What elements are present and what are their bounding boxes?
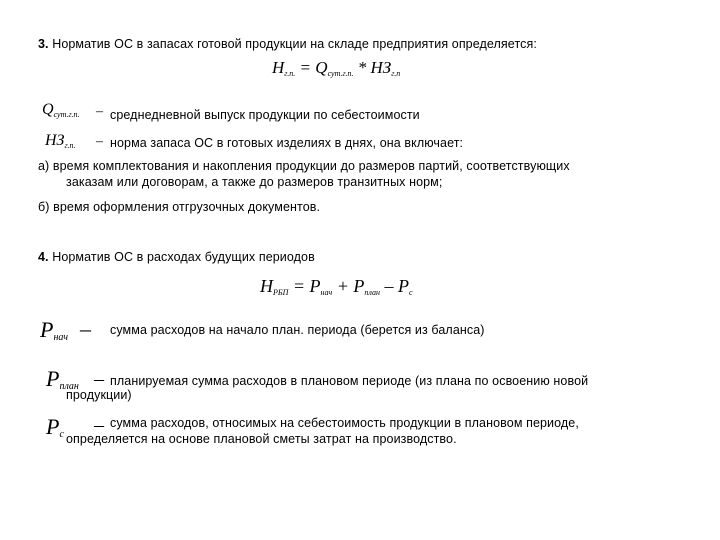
symbol-sub: сут.г.п. — [53, 110, 80, 119]
symbol-nz — [45, 132, 76, 150]
formula-deferred-expenses — [260, 276, 413, 297]
formula-mult: * — [353, 58, 371, 77]
formula-lhs: Н — [272, 58, 285, 77]
definition-text-line2: определяется на основе плановой сметы затрат на производство. — [66, 432, 457, 446]
formula-lhs: Н — [260, 276, 273, 296]
formula-p1-sub: нач — [320, 288, 333, 297]
list-item-a-line1: а) время комплектования и накопления продукции до размеров партий, соответствующих — [38, 159, 570, 173]
definition-text: среднедневной выпуск продукции по себестоимости — [110, 108, 420, 122]
section-3-number: 3. — [38, 37, 49, 51]
formula-eq: = — [288, 276, 310, 296]
definition-dash: – — [96, 104, 103, 119]
formula-nz-sub: г.п — [391, 69, 401, 78]
formula-finished-goods — [272, 58, 400, 78]
symbol-main: Q — [42, 101, 54, 118]
definition-text: сумма расходов на начало план. периода (берется из баланса) — [110, 323, 485, 337]
formula-p3: Р — [397, 276, 409, 296]
formula-p2: Р — [353, 276, 365, 296]
formula-lhs-sub: г.п. — [284, 69, 296, 78]
section-4-number: 4. — [38, 250, 49, 264]
symbol-p-c — [46, 414, 64, 440]
definition-dash: – — [96, 134, 103, 149]
definition-text-line1: планируемая сумма расходов в плановом периоде (из плана по освоению новой — [110, 374, 589, 388]
section-3-title: Норматив ОС в запасах готовой продукции на складе предприятия определяется: — [48, 37, 537, 51]
symbol-p-nach — [40, 317, 68, 343]
section-4-heading — [38, 250, 315, 264]
section-3-heading — [38, 37, 537, 51]
formula-eq: = — [295, 58, 316, 77]
definition-dash: – — [80, 316, 91, 341]
definition-text-line2: продукции) — [66, 388, 132, 402]
definition-dash: – — [94, 414, 104, 436]
symbol-sub: нач — [53, 332, 69, 343]
formula-q-sub: сут.г.п. — [327, 69, 354, 78]
definition-text-line1: сумма расходов, относимых на себестоимость продукции в плановом периоде, — [110, 416, 579, 430]
symbol-sub: г.п. — [64, 141, 76, 150]
list-item-a-line2: заказам или договорам, а также до размеров транзитных норм; — [66, 175, 443, 189]
formula-q: Q — [315, 58, 328, 77]
formula-p2-sub: план — [364, 288, 380, 297]
formula-p3-sub: с — [408, 288, 413, 297]
formula-minus: – — [379, 276, 398, 296]
symbol-q-daily — [42, 101, 80, 119]
symbol-main: Р — [46, 414, 60, 439]
symbol-main: Р — [46, 366, 60, 391]
formula-lhs-sub: РБП — [273, 288, 289, 297]
definition-dash: – — [94, 368, 104, 390]
definition-text: норма запаса ОС в готовых изделиях в днях, она включает: — [110, 136, 464, 150]
symbol-main: Р — [40, 317, 54, 342]
formula-p1: Р — [309, 276, 321, 296]
list-item-b: б) время оформления отгрузочных документов. — [38, 200, 321, 214]
section-4-title: Норматив ОС в расходах будущих периодов — [48, 250, 315, 264]
formula-plus: + — [332, 276, 354, 296]
symbol-sub: с — [59, 429, 64, 440]
symbol-main: НЗ — [45, 132, 65, 149]
symbol-sub: план — [59, 381, 79, 392]
formula-nz: НЗ — [370, 58, 392, 77]
